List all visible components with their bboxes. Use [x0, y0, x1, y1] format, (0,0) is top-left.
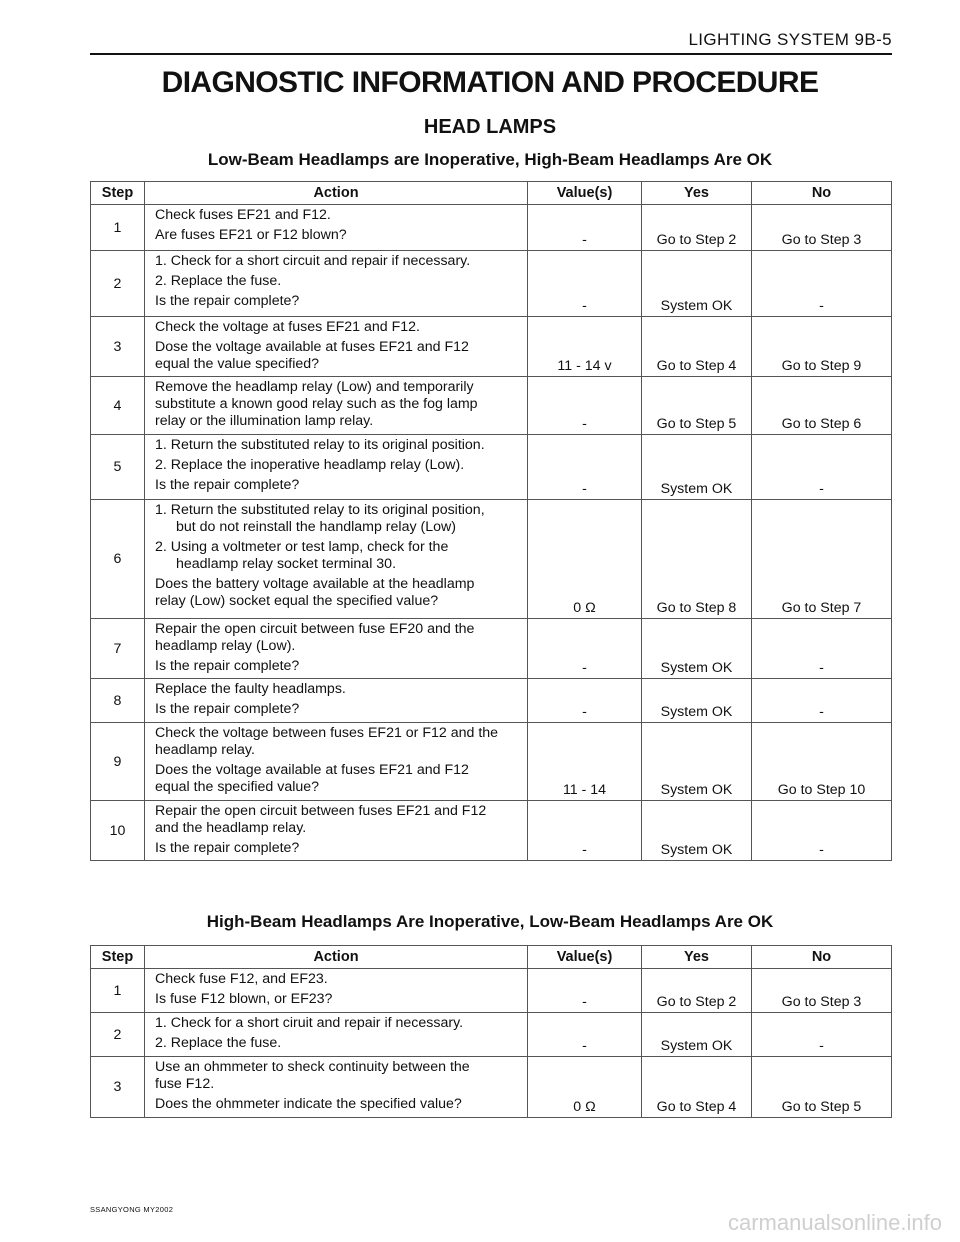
- yes-cell: System OK: [642, 679, 752, 723]
- yes-cell: System OK: [642, 435, 752, 500]
- yes-cell: Go to Step 4: [642, 317, 752, 377]
- section-title: HEAD LAMPS: [423, 116, 557, 138]
- step-number: 3: [91, 1057, 145, 1118]
- action-line: Replace the faulty headlamps.: [155, 681, 346, 697]
- action-line: substitute a known good relay such as the fog lamp: [155, 396, 478, 412]
- table-row: [91, 317, 892, 377]
- yes-cell: Go to Step 5: [642, 377, 752, 435]
- table-row: [91, 377, 892, 435]
- step-number: 2: [91, 1013, 145, 1057]
- step-number: 1: [91, 205, 145, 251]
- action-line: fuse F12.: [155, 1076, 215, 1092]
- table-row: [91, 1057, 892, 1118]
- document-title: DIAGNOSTIC INFORMATION AND PROCEDURE: [161, 66, 819, 99]
- action-cell: [145, 723, 528, 801]
- col-no: No: [752, 946, 892, 969]
- page-header: LIGHTING SYSTEM 9B-5: [688, 30, 892, 49]
- step-number: 4: [91, 377, 145, 435]
- action-line: 2. Replace the fuse.: [155, 1035, 282, 1051]
- action-line: Does the voltage available at fuses EF21 and F12: [155, 762, 469, 778]
- step-number: 10: [91, 801, 145, 861]
- action-line: Repair the open circuit between fuse EF20 and the: [155, 621, 475, 637]
- header-rule: [90, 53, 892, 55]
- action-line: and the headlamp relay.: [155, 820, 307, 836]
- col-action: Action: [145, 182, 528, 205]
- table-row: [91, 205, 892, 251]
- action-line: 2. Replace the inoperative headlamp relay (Low).: [155, 457, 465, 473]
- yes-cell: System OK: [642, 619, 752, 679]
- action-line: headlamp relay (Low).: [155, 638, 296, 654]
- action-line: Does the ohmmeter indicate the specified value?: [155, 1096, 462, 1112]
- action-line: 1. Return the substituted relay to its original position.: [155, 437, 485, 453]
- table-row: [91, 251, 892, 317]
- yes-cell: System OK: [642, 251, 752, 317]
- value-cell: -: [528, 619, 642, 679]
- table-row: [91, 619, 892, 679]
- action-cell: [145, 1013, 528, 1057]
- value-cell: -: [528, 205, 642, 251]
- no-cell: Go to Step 3: [752, 969, 892, 1013]
- action-line: Check the voltage at fuses EF21 and F12.: [155, 319, 420, 335]
- action-line: headlamp relay.: [155, 742, 255, 758]
- action-line: equal the specified value?: [155, 779, 320, 795]
- value-cell: 0 Ω: [528, 1057, 642, 1118]
- no-cell: Go to Step 10: [752, 723, 892, 801]
- action-line: Is the repair complete?: [155, 477, 300, 493]
- value-cell: -: [528, 435, 642, 500]
- table-header-row: [91, 946, 892, 969]
- table-row: [91, 500, 892, 619]
- no-cell: Go to Step 5: [752, 1057, 892, 1118]
- no-cell: -: [752, 619, 892, 679]
- no-cell: -: [752, 679, 892, 723]
- low-beam-table: [90, 181, 892, 861]
- yes-cell: Go to Step 4: [642, 1057, 752, 1118]
- col-action: Action: [145, 946, 528, 969]
- no-cell: -: [752, 251, 892, 317]
- value-cell: -: [528, 1013, 642, 1057]
- action-line: Does the battery voltage available at the headlamp: [155, 576, 475, 592]
- col-step: Step: [91, 182, 145, 205]
- action-cell: [145, 679, 528, 723]
- action-cell: [145, 435, 528, 500]
- action-cell: [145, 969, 528, 1013]
- table-header-row: [91, 182, 892, 205]
- step-number: 9: [91, 723, 145, 801]
- action-line: 1. Check for a short circuit and repair if necessary.: [155, 253, 471, 269]
- value-cell: -: [528, 377, 642, 435]
- footer-model: SSANGYONG MY2002: [90, 1205, 174, 1214]
- action-cell: [145, 500, 528, 619]
- action-line: Remove the headlamp relay (Low) and temporarily: [155, 379, 474, 395]
- table-row: [91, 435, 892, 500]
- action-line: Check fuses EF21 and F12.: [155, 207, 331, 223]
- action-line: Use an ohmmeter to sheck continuity between the: [155, 1059, 470, 1075]
- value-cell: -: [528, 801, 642, 861]
- no-cell: -: [752, 435, 892, 500]
- step-number: 1: [91, 969, 145, 1013]
- action-line: Are fuses EF21 or F12 blown?: [155, 227, 347, 243]
- action-cell: [145, 1057, 528, 1118]
- action-line: Is the repair complete?: [155, 293, 300, 309]
- action-line: headlamp relay socket terminal 30.: [176, 556, 397, 572]
- table-row: [91, 969, 892, 1013]
- yes-cell: Go to Step 2: [642, 205, 752, 251]
- no-cell: Go to Step 3: [752, 205, 892, 251]
- col-step: Step: [91, 946, 145, 969]
- no-cell: -: [752, 801, 892, 861]
- value-cell: -: [528, 679, 642, 723]
- action-line: Is the repair complete?: [155, 658, 300, 674]
- action-line: Check the voltage between fuses EF21 or F12 and the: [155, 725, 499, 741]
- action-line: Is the repair complete?: [155, 701, 300, 717]
- yes-cell: Go to Step 8: [642, 500, 752, 619]
- action-line: Repair the open circuit between fuses EF21 and F12: [155, 803, 487, 819]
- action-cell: [145, 801, 528, 861]
- high-beam-title: High-Beam Headlamps Are Inoperative, Low-Beam Headlamps Are OK: [206, 912, 774, 931]
- col-no: No: [752, 182, 892, 205]
- col-values: Value(s): [528, 182, 642, 205]
- table-row: [91, 801, 892, 861]
- no-cell: -: [752, 1013, 892, 1057]
- action-cell: [145, 619, 528, 679]
- no-cell: Go to Step 6: [752, 377, 892, 435]
- step-number: 5: [91, 435, 145, 500]
- action-cell: [145, 377, 528, 435]
- col-values: Value(s): [528, 946, 642, 969]
- action-line: Check fuse F12, and EF23.: [155, 971, 328, 987]
- table-row: [91, 1013, 892, 1057]
- col-yes: Yes: [642, 946, 752, 969]
- value-cell: 11 - 14 v: [528, 317, 642, 377]
- step-number: 7: [91, 619, 145, 679]
- yes-cell: Go to Step 2: [642, 969, 752, 1013]
- action-line: but do not reinstall the handlamp relay (Low): [176, 519, 456, 535]
- watermark: carmanualsonline.info: [727, 1210, 942, 1235]
- yes-cell: System OK: [642, 801, 752, 861]
- no-cell: Go to Step 7: [752, 500, 892, 619]
- value-cell: 0 Ω: [528, 500, 642, 619]
- step-number: 6: [91, 500, 145, 619]
- no-cell: Go to Step 9: [752, 317, 892, 377]
- action-line: equal the value specified?: [155, 356, 320, 372]
- action-line: relay (Low) socket equal the specified value?: [155, 593, 439, 609]
- action-cell: [145, 205, 528, 251]
- action-line: Is fuse F12 blown, or EF23?: [155, 991, 333, 1007]
- high-beam-table: [90, 945, 892, 1118]
- yes-cell: System OK: [642, 723, 752, 801]
- low-beam-title: Low-Beam Headlamps are Inoperative, High-Beam Headlamps Are OK: [207, 150, 773, 169]
- action-line: 1. Check for a short ciruit and repair if necessary.: [155, 1015, 464, 1031]
- action-line: Dose the voltage available at fuses EF21 and F12: [155, 339, 469, 355]
- yes-cell: System OK: [642, 1013, 752, 1057]
- col-yes: Yes: [642, 182, 752, 205]
- step-number: 3: [91, 317, 145, 377]
- value-cell: 11 - 14: [528, 723, 642, 801]
- value-cell: -: [528, 969, 642, 1013]
- value-cell: -: [528, 251, 642, 317]
- step-number: 8: [91, 679, 145, 723]
- action-line: Is the repair complete?: [155, 840, 300, 856]
- action-line: 2. Using a voltmeter or test lamp, check for the: [155, 539, 449, 555]
- action-cell: [145, 251, 528, 317]
- step-number: 2: [91, 251, 145, 317]
- action-cell: [145, 317, 528, 377]
- table-row: [91, 679, 892, 723]
- action-line: 1. Return the substituted relay to its original position,: [155, 502, 485, 518]
- action-line: 2. Replace the fuse.: [155, 273, 282, 289]
- table-row: [91, 723, 892, 801]
- action-line: relay or the illumination lamp relay.: [155, 413, 374, 429]
